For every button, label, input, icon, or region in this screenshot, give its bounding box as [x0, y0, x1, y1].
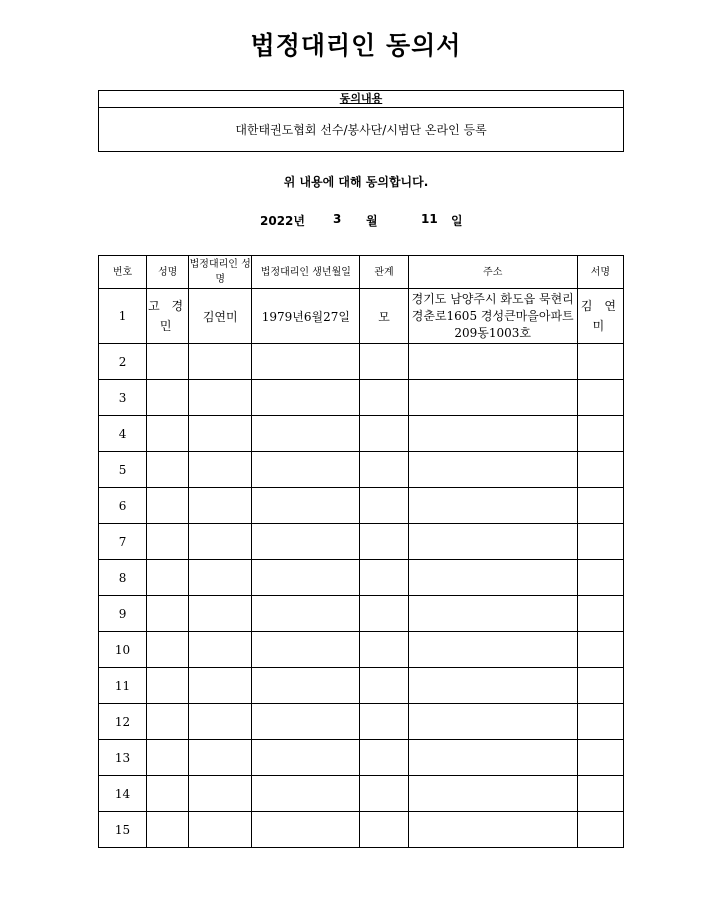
guardian-name[interactable] — [189, 596, 252, 632]
guardian-birthdate[interactable] — [252, 524, 360, 560]
consent-heading: 동의내용 — [339, 92, 383, 105]
row-number: 4 — [99, 416, 147, 452]
guardian-name[interactable] — [189, 740, 252, 776]
address[interactable] — [408, 740, 577, 776]
address[interactable] — [408, 596, 577, 632]
table-row — [99, 524, 624, 560]
row-number: 7 — [99, 524, 147, 560]
address[interactable] — [408, 344, 577, 380]
relation[interactable] — [360, 452, 408, 488]
guardian-name[interactable] — [189, 452, 252, 488]
date-month-unit: 월 — [366, 214, 378, 228]
relation[interactable] — [360, 704, 408, 740]
guardian-birthdate[interactable] — [252, 380, 360, 416]
guardian-birthdate[interactable] — [252, 632, 360, 668]
header-relation: 관계 — [360, 256, 408, 289]
signature[interactable] — [577, 344, 623, 380]
consent-content: 대한태권도협회 선수/봉사단/시범단 온라인 등록 — [235, 123, 487, 137]
guardian-name[interactable] — [189, 488, 252, 524]
guardian-name[interactable] — [189, 776, 252, 812]
student-name[interactable] — [147, 668, 189, 704]
signature[interactable] — [577, 704, 623, 740]
student-name[interactable] — [147, 740, 189, 776]
address[interactable] — [408, 704, 577, 740]
table-row — [99, 289, 624, 344]
header-name: 성명 — [147, 256, 189, 289]
student-name[interactable] — [147, 488, 189, 524]
row-number: 15 — [99, 812, 147, 848]
guardian-name[interactable] — [189, 704, 252, 740]
row-number: 1 — [99, 289, 147, 344]
row-number: 8 — [99, 560, 147, 596]
address[interactable] — [408, 452, 577, 488]
signature[interactable] — [577, 812, 623, 848]
row-number: 2 — [99, 344, 147, 380]
address[interactable] — [408, 560, 577, 596]
header-signature: 서명 — [577, 256, 623, 289]
guardian-name[interactable] — [189, 668, 252, 704]
address[interactable] — [408, 416, 577, 452]
table-row — [99, 380, 624, 416]
header-guardian-birth: 법정대리인 생년월일 — [252, 256, 360, 289]
row-number: 12 — [99, 704, 147, 740]
date-day-unit: 일 — [451, 214, 463, 228]
relation[interactable]: 모 — [360, 289, 408, 344]
guardian-birthdate[interactable] — [252, 596, 360, 632]
consent-box — [98, 90, 624, 152]
relation[interactable] — [360, 560, 408, 596]
guardian-name[interactable] — [189, 560, 252, 596]
signature[interactable] — [577, 560, 623, 596]
guardian-name[interactable]: 김연미 — [189, 289, 252, 344]
signature[interactable] — [577, 632, 623, 668]
signature[interactable] — [577, 416, 623, 452]
signature[interactable] — [577, 668, 623, 704]
address[interactable] — [408, 812, 577, 848]
relation[interactable] — [360, 740, 408, 776]
table-row — [99, 740, 624, 776]
row-number: 5 — [99, 452, 147, 488]
relation[interactable] — [360, 524, 408, 560]
row-number: 13 — [99, 740, 147, 776]
table-row — [99, 776, 624, 812]
table-row — [99, 344, 624, 380]
student-name[interactable] — [147, 776, 189, 812]
student-name[interactable] — [147, 380, 189, 416]
date-year: 2022년 — [260, 214, 305, 228]
date-day: 11 — [421, 212, 438, 226]
student-name[interactable] — [147, 416, 189, 452]
consent-heading-cell — [99, 91, 623, 108]
table-row — [99, 668, 624, 704]
signature[interactable] — [577, 488, 623, 524]
student-name[interactable] — [147, 704, 189, 740]
relation[interactable] — [360, 596, 408, 632]
guardian-birthdate[interactable] — [252, 740, 360, 776]
header-no: 번호 — [99, 256, 147, 289]
page-title: 법정대리인 동의서 — [250, 31, 462, 60]
guardian-name[interactable] — [189, 632, 252, 668]
address[interactable]: 경기도 남양주시 화도읍 묵현리 경춘로1605 경성큰마을아파트209동1003호 — [408, 289, 577, 344]
row-number: 3 — [99, 380, 147, 416]
student-name[interactable] — [147, 524, 189, 560]
guardian-birthdate[interactable] — [252, 704, 360, 740]
relation[interactable] — [360, 380, 408, 416]
student-name[interactable] — [147, 344, 189, 380]
agreement-statement: 위 내용에 대해 동의합니다. — [283, 175, 429, 189]
table-row — [99, 488, 624, 524]
guardian-birthdate[interactable] — [252, 452, 360, 488]
guardian-birthdate[interactable] — [252, 344, 360, 380]
guardian-name[interactable] — [189, 524, 252, 560]
table-row — [99, 704, 624, 740]
address[interactable] — [408, 632, 577, 668]
address[interactable] — [408, 776, 577, 812]
signature[interactable]: 김 연 미 — [577, 289, 623, 344]
guardian-birthdate[interactable] — [252, 560, 360, 596]
relation[interactable] — [360, 668, 408, 704]
guardian-name[interactable] — [189, 416, 252, 452]
row-number: 9 — [99, 596, 147, 632]
student-name[interactable] — [147, 596, 189, 632]
table-header-row — [99, 256, 624, 289]
table-row — [99, 812, 624, 848]
relation[interactable] — [360, 488, 408, 524]
relation[interactable] — [360, 812, 408, 848]
guardian-birthdate[interactable] — [252, 488, 360, 524]
student-name[interactable]: 고 경 민 — [147, 289, 189, 344]
header-guardian-name: 법정대리인 성명 — [189, 256, 252, 289]
student-name[interactable] — [147, 812, 189, 848]
student-name[interactable] — [147, 560, 189, 596]
guardian-birthdate[interactable] — [252, 776, 360, 812]
signature[interactable] — [577, 380, 623, 416]
guardian-name[interactable] — [189, 344, 252, 380]
signature[interactable] — [577, 776, 623, 812]
table-row — [99, 560, 624, 596]
guardian-name[interactable] — [189, 380, 252, 416]
row-number: 10 — [99, 632, 147, 668]
relation[interactable] — [360, 344, 408, 380]
relation[interactable] — [360, 632, 408, 668]
address[interactable] — [408, 668, 577, 704]
table-row — [99, 416, 624, 452]
relation[interactable] — [360, 776, 408, 812]
relation[interactable] — [360, 416, 408, 452]
table-row — [99, 632, 624, 668]
header-address: 주소 — [408, 256, 577, 289]
guardian-name[interactable] — [189, 812, 252, 848]
guardian-table — [98, 255, 624, 848]
address[interactable] — [408, 488, 577, 524]
guardian-birthdate[interactable] — [252, 668, 360, 704]
table-row — [99, 596, 624, 632]
student-name[interactable] — [147, 452, 189, 488]
row-number: 11 — [99, 668, 147, 704]
student-name[interactable] — [147, 632, 189, 668]
signature[interactable] — [577, 740, 623, 776]
row-number: 6 — [99, 488, 147, 524]
guardian-birthdate[interactable]: 1979년6월27일 — [252, 289, 360, 344]
guardian-birthdate[interactable] — [252, 812, 360, 848]
table-row — [99, 452, 624, 488]
signature[interactable] — [577, 596, 623, 632]
signature[interactable] — [577, 524, 623, 560]
guardian-birthdate[interactable] — [252, 416, 360, 452]
signature[interactable] — [577, 452, 623, 488]
date-month: 3 — [333, 212, 342, 226]
row-number: 14 — [99, 776, 147, 812]
address[interactable] — [408, 380, 577, 416]
address[interactable] — [408, 524, 577, 560]
